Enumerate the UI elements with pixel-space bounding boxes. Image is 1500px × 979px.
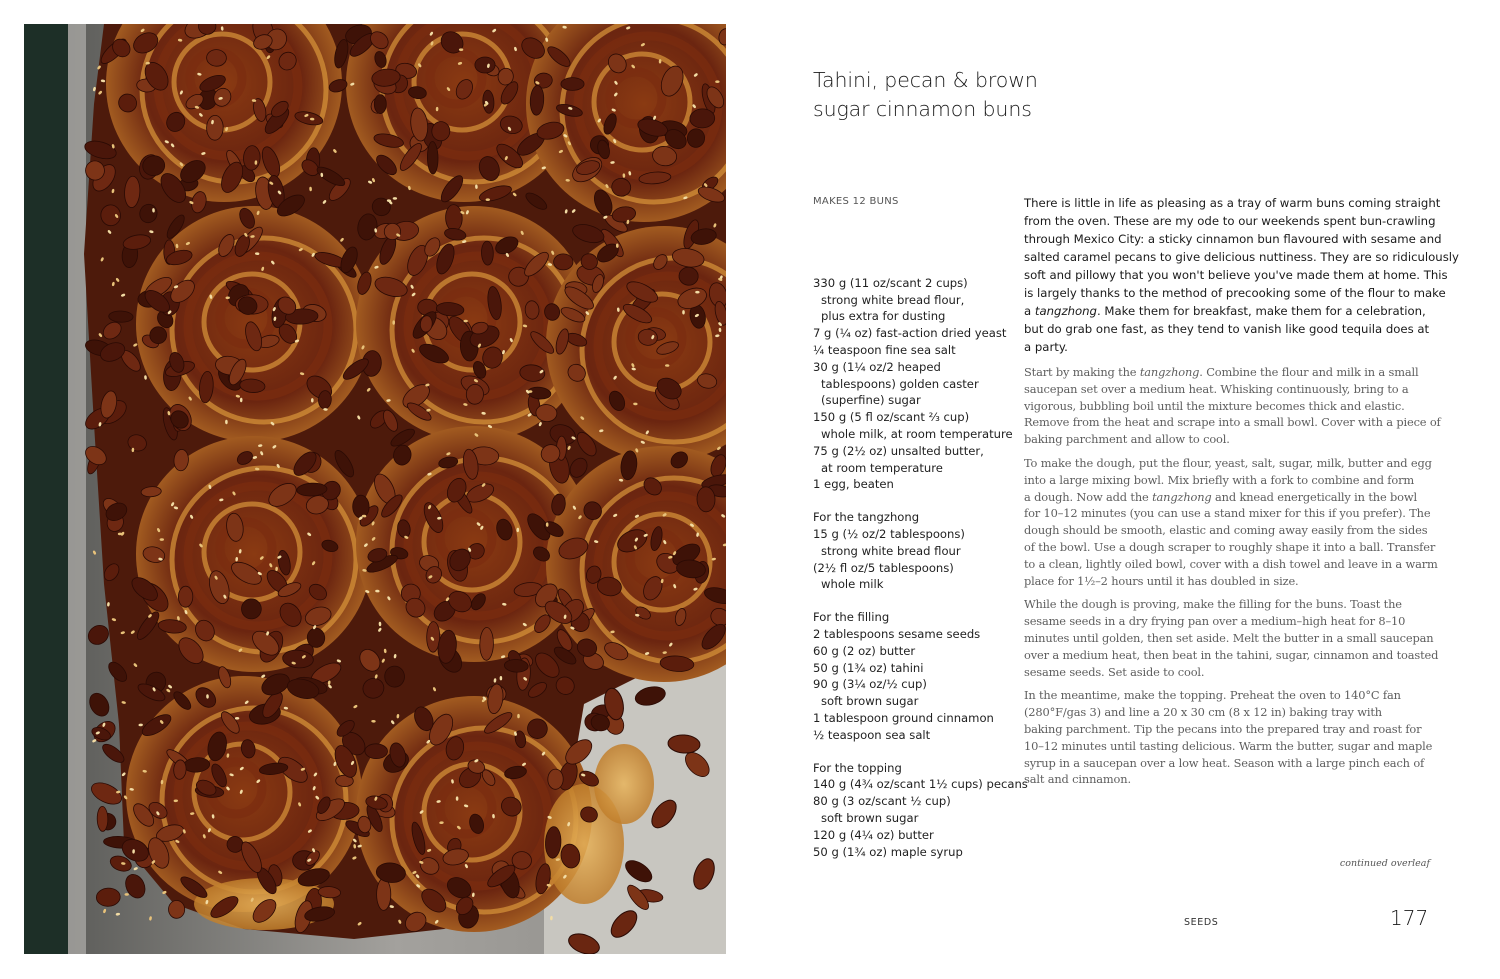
intro-line: There is little in life as pleasing as a tray of warm buns coming straight xyxy=(1024,196,1441,210)
method-step xyxy=(1024,455,1438,589)
pecan xyxy=(475,57,495,73)
method-steps xyxy=(1024,364,1441,788)
ingredient-line: 90 g (3¼ oz/½ cup) xyxy=(813,677,927,692)
method-step xyxy=(1024,364,1441,448)
ingredient-group-filling xyxy=(813,609,1013,743)
method-line: syrup in a saucepan over a low heat. Season with a large pinch each of xyxy=(1024,755,1425,770)
ingredient-line: 75 g (2½ oz) unsalted butter, xyxy=(813,443,984,458)
ingredient-line: whole milk xyxy=(821,577,884,592)
method-line: Start by making the tangzhong. Combine the flour and milk in a small xyxy=(1024,365,1419,379)
title-line-2: sugar cinnamon buns xyxy=(813,97,1032,121)
method-line: salt and cinnamon. xyxy=(1024,772,1131,787)
pecan xyxy=(97,806,108,831)
method-line: a dough. Now add the tangzhong and knead energetically in the bowl xyxy=(1024,489,1417,504)
method-line: for 10–12 minutes (you can use a stand mixer for this if you prefer). The xyxy=(1024,506,1431,521)
tray-rim xyxy=(68,24,86,954)
method-line: (280°F/gas 3) and line a 20 x 30 cm (8 x 12 in) baking tray with xyxy=(1024,705,1382,720)
method-line: sesame seeds in a dry frying pan over a medium–high heat for 8–10 xyxy=(1024,614,1406,629)
ingredient-line: ¼ teaspoon fine sea salt xyxy=(813,342,956,357)
sesame-seed xyxy=(682,310,685,314)
method-line: over a medium heat, then beat in the tahini, sugar, cinnamon and toasted xyxy=(1024,647,1439,662)
method-step xyxy=(1024,687,1434,788)
ingredient-line: plus extra for dusting xyxy=(821,309,946,324)
method-line: dough should be smooth, elastic and coming away easily from the sides xyxy=(1024,523,1428,538)
pecan xyxy=(365,744,388,759)
ingredient-group-tangzhong xyxy=(813,509,1013,593)
page-number: 177 xyxy=(1390,906,1429,930)
pecan xyxy=(377,878,391,910)
pecan xyxy=(554,254,573,270)
intro-line: is largely thanks to the method of precooking some of the flour to make xyxy=(1024,286,1446,300)
pecan xyxy=(548,769,564,789)
intro-line: a party. xyxy=(1024,340,1068,354)
sesame-seed xyxy=(456,796,459,800)
recipe-title xyxy=(813,66,1213,124)
pecan xyxy=(374,95,386,114)
method-line: To make the dough, put the flour, yeast, salt, sugar, milk, butter and egg xyxy=(1024,455,1432,470)
sesame-seed xyxy=(500,676,503,680)
ingredient-line: 330 g (11 oz/scant 2 cups) xyxy=(813,275,968,290)
ingredient-group-topping xyxy=(813,760,1028,861)
ingredient-line: (2½ fl oz/5 tablespoons) xyxy=(813,560,954,575)
ingredient-line: strong white bread flour, xyxy=(821,292,965,307)
ingredient-line: 50 g (1¾ oz) tahini xyxy=(813,660,924,675)
pecan xyxy=(561,78,584,91)
ingredient-line: 60 g (2 oz) butter xyxy=(813,643,916,658)
ingredient-line: 1 tablespoon ground cinnamon xyxy=(813,710,994,725)
method-line: into a large mixing bowl. Mix briefly with a fork to combine and form xyxy=(1024,472,1415,487)
method-line: In the meantime, make the topping. Preheat the oven to 140°C fan xyxy=(1024,688,1401,703)
intro-line: soft and pillowy that you won't believe you've made them at home. This xyxy=(1024,268,1448,282)
ingredient-line: (superfine) sugar xyxy=(821,393,921,408)
title-line-1: Tahini, pecan & brown xyxy=(813,68,1038,92)
intro-paragraph xyxy=(1024,194,1459,356)
ingredient-heading: For the tangzhong xyxy=(813,510,920,525)
ingredient-line: soft brown sugar xyxy=(821,810,919,825)
bun-dough xyxy=(594,744,654,824)
continued-overleaf-note: continued overleaf xyxy=(1339,858,1430,869)
method-line: baking parchment. Tip the pecans into the prepared tray and roast for xyxy=(1024,721,1422,736)
method-line: minutes until golden, then set aside. Melt the butter in a small saucepan xyxy=(1024,630,1434,645)
ingredient-line: 50 g (1¾ oz) maple syrup xyxy=(813,844,963,859)
ingredient-line: 140 g (4¾ oz/scant 1½ cups) pecans xyxy=(813,777,1028,792)
ingredient-line: 150 g (5 fl oz/scant ⅔ cup) xyxy=(813,410,970,425)
ingredient-heading: For the filling xyxy=(813,610,890,625)
ingredient-line: 30 g (1¼ oz/2 heaped xyxy=(813,359,941,374)
intro-line: a tangzhong. Make them for breakfast, make them for a celebration, xyxy=(1024,304,1426,318)
method-line: 10–12 minutes until tasting delicious. Warm the butter, sugar and maple xyxy=(1024,738,1433,753)
ingredient-line: tablespoons) golden caster xyxy=(821,376,979,391)
ingredient-line: at room temperature xyxy=(821,460,943,475)
method-line: to a clean, lightly oiled bowl, cover with a dish towel and leave in a warm xyxy=(1024,556,1438,571)
intro-line: but do grab one fast, as they tend to vanish like good tequila does at xyxy=(1024,322,1430,336)
ingredient-line: 7 g (¼ oz) fast-action dried yeast xyxy=(813,326,1007,341)
pecan xyxy=(697,486,716,512)
pecan xyxy=(432,122,450,141)
sesame-seed xyxy=(393,197,397,200)
ingredient-line: 2 tablespoons sesame seeds xyxy=(813,626,981,641)
yield-label: MAKES 12 BUNS xyxy=(813,196,899,207)
method-line: While the dough is proving, make the filling for the buns. Toast the xyxy=(1024,597,1402,612)
ingredient-line: ½ teaspoon sea salt xyxy=(813,727,931,742)
method-line: baking parchment and allow to cool. xyxy=(1024,432,1230,447)
method-line: sesame seeds. Set aside to cool. xyxy=(1024,664,1205,679)
method-line: vigorous, bubbling boil until the mixture becomes thick and elastic. xyxy=(1024,398,1405,413)
photo-illustration xyxy=(24,24,726,954)
ingredient-line: 120 g (4¼ oz) butter xyxy=(813,827,934,842)
method-line: Remove from the heat and scrape into a small bowl. Cover with a piece of xyxy=(1024,415,1441,430)
intro-line: salted caramel pecans to give delicious nuttiness. They are so ridiculously xyxy=(1024,250,1459,264)
method-column xyxy=(1024,194,1459,795)
method-line: saucepan set over a medium heat. Whisking continuously, bring to a xyxy=(1024,381,1409,396)
pecan xyxy=(480,627,494,660)
pecan xyxy=(168,900,185,918)
ingredient-line: strong white bread flour xyxy=(821,543,961,558)
section-label: SEEDS xyxy=(1184,917,1219,928)
intro-line: from the oven. These are my ode to our weekends spent bun-crawling xyxy=(1024,214,1436,228)
pecan xyxy=(466,384,484,404)
pecan xyxy=(206,115,223,140)
pecan xyxy=(178,586,193,607)
ingredient-line: 1 egg, beaten xyxy=(813,477,894,492)
ingredient-line: 80 g (3 oz/scant ½ cup) xyxy=(813,794,951,809)
ingredient-heading: For the topping xyxy=(813,760,902,775)
ingredient-line: whole milk, at room temperature xyxy=(821,426,1013,441)
pecan xyxy=(427,141,438,174)
method-line: of the bowl. Use a dough scraper to roughly shape it into a ball. Transfer xyxy=(1024,539,1436,554)
intro-line: through Mexico City: a sticky cinnamon bun flavoured with sesame and xyxy=(1024,232,1442,246)
method-step xyxy=(1024,596,1439,680)
ingredient-group-dough xyxy=(813,275,1013,493)
cinnamon-buns-photo xyxy=(24,24,726,954)
ingredient-line: soft brown sugar xyxy=(821,694,919,709)
method-line: place for 1½–2 hours until it has doubled in size. xyxy=(1024,573,1299,588)
ingredients-column xyxy=(813,194,1028,876)
pecan xyxy=(353,495,370,518)
ingredient-line: 15 g (½ oz/2 tablespoons) xyxy=(813,526,965,541)
